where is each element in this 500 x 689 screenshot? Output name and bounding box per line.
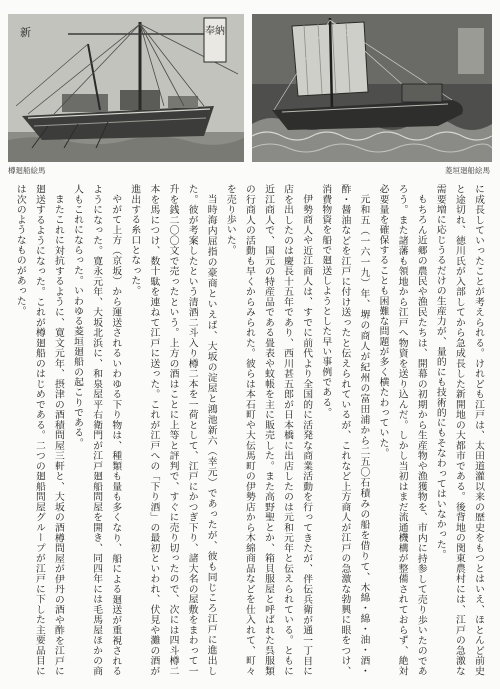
paragraph-4: 伊勢商人や近江商人は、すでに前代より全国的に活発な商業活動を行ってきたが、伴伝兵衛が通一丁目に店を出したのは慶長十五年であり、西川甚五郎が日本橋に出店したのは元和元年と伝えられている。ともに近江商人で、国元の特産品である畳表や蚊帳を主に販売した。また高野聖とか、箱貝服屋と呼ばれた呉服類の行商人の活動も早くからみられた。彼らは本石町や大伝馬町の伊勢店から木綿商品などを仕入れて、町々を売り歩いた。 bbox=[224, 184, 313, 676]
paragraph-2: もちろん近郷の農民や漁民たちは、開幕の初期から生産物や漁獲物を、市内に持参して売り歩いたのであろう。また諸藩も領地から江戸へ物資を送り込んだ。しかし当初はまだ流通機構が整備されておらず、絶対必要量を確保することも困難な問題が多く横たわっていた。 bbox=[377, 184, 427, 676]
paragraph-7: またこれに対抗するように、寛文元年、摂津の酒積問屋三軒と、大坂の酒樽問屋が伊丹の酒や酢を江戸に廻送するようになった。これが樽廻船のはじめである。二つの廻船問屋グループが江戸に下した主要品目には次のようなものがあった。 bbox=[14, 184, 64, 676]
caption-higaki-kaisen: 菱垣廻船絵馬 bbox=[445, 166, 490, 175]
corner-glyph: 新 bbox=[20, 26, 31, 39]
ship-illustration-left bbox=[8, 14, 244, 162]
paragraph-5: 当時海内屈指の豪商といえば、大坂の淀屋と鴻池新六（幸元）であったが、彼も同じころ江戸に進出した。彼が考案したという清酒二斗入り樽二本を一荷として、江戸にかつぎ下り、諸大名の屋敷をまわって一升を銭二〇〇文で売ったという。上方の酒はことに上等と評判で、すぐに売り切ったので、次には四斗樽二本を馬につけ、数十駄を連ねて江戸に送った。これが江戸への「下り酒」の最初といわれ、伏見や灘の酒が進出する糸口となった。 bbox=[129, 184, 217, 676]
paragraph-6: やがて上方（京坂）から運送されるいわゆる下り物は、種類も量も多くなり、船による廻送が重視されるようになった。寛永元年、大坂北浜に、和泉屋平右衛門が江戸廻船問屋を開き、同四年には毛馬屋ほかの商人もこれにならった。いわゆる菱垣廻船の起こりである。 bbox=[72, 184, 122, 676]
vertical-body-text bbox=[10, 184, 488, 676]
paragraph-1: に成長していったことが考えられる。けれども江戸は、太田道灌以来の歴史をもつとはいえ、ほとんど前史と途切れ、徳川氏が入部してから急成長した新開地の大都市である。後背地の関東農村には、江戸の急激な需要増に応じうるだけの生産力が、量的にも技術的にもそなわってはいなかった。 bbox=[434, 184, 484, 676]
banner-glyph-1: 奉納 bbox=[205, 26, 225, 37]
paragraph-3: 元和五（一六一九）年、堺の商人が紀州の富田浦から二五〇石積みの船を借りて、木綿・綿・油・酒・酢・醤油などを江戸に付け送ったと伝えられているが、これなど上方商人が江戸の急激な勃興に眼をつけ、消費物資を船で廻送しようとした早い事例である。 bbox=[320, 184, 370, 676]
caption-taru-kaisen: 樽廻船絵馬 bbox=[8, 166, 46, 175]
higaki-kaisen-ema-image bbox=[252, 14, 492, 162]
taru-kaisen-ema-image bbox=[8, 14, 244, 162]
ship-illustration-right bbox=[252, 14, 492, 162]
